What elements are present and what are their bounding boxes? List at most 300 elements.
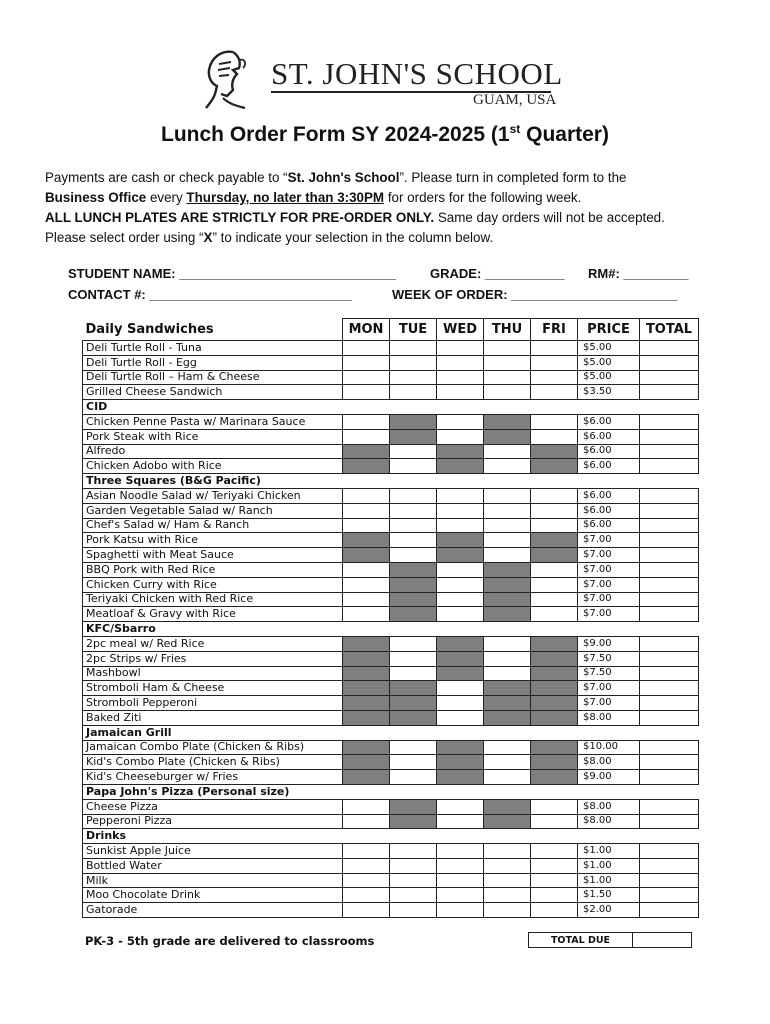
select-mon-cell[interactable]: [343, 873, 390, 888]
select-mon-cell[interactable]: [343, 355, 390, 370]
item-total-cell[interactable]: [640, 592, 699, 607]
menu-item-price: $6.00: [578, 444, 640, 459]
unavailable-mon-cell: [343, 444, 390, 459]
contact-field[interactable]: CONTACT #: ____________________________: [68, 287, 352, 302]
menu-item-name: Gatorade: [83, 903, 343, 918]
item-total-cell[interactable]: [640, 562, 699, 577]
select-tue-cell[interactable]: [390, 341, 437, 356]
select-fri-cell[interactable]: [531, 858, 578, 873]
select-tue-cell[interactable]: [390, 903, 437, 918]
unavailable-thu-cell: [484, 414, 531, 429]
table-row: [83, 562, 699, 577]
unavailable-tue-cell: [390, 562, 437, 577]
unavailable-wed-cell: [437, 666, 484, 681]
select-tue-cell[interactable]: [390, 385, 437, 400]
select-thu-cell[interactable]: [484, 518, 531, 533]
menu-item-name: Meatloaf & Gravy with Rice: [83, 607, 343, 622]
unavailable-mon-cell: [343, 681, 390, 696]
select-fri-cell[interactable]: [531, 888, 578, 903]
select-wed-cell[interactable]: [437, 858, 484, 873]
menu-item-price: $7.50: [578, 651, 640, 666]
delivery-note: PK-3 - 5th grade are delivered to classrooms: [85, 934, 375, 948]
select-tue-cell[interactable]: [390, 355, 437, 370]
item-total-cell[interactable]: [640, 755, 699, 770]
table-row: [83, 651, 699, 666]
select-mon-cell[interactable]: [343, 903, 390, 918]
menu-item-name: Jamaican Combo Plate (Chicken & Ribs): [83, 740, 343, 755]
item-total-cell[interactable]: [640, 799, 699, 814]
order-table-body: [83, 341, 699, 918]
select-thu-cell[interactable]: [484, 341, 531, 356]
select-wed-cell[interactable]: [437, 355, 484, 370]
select-fri-cell[interactable]: [531, 814, 578, 829]
select-wed-cell[interactable]: [437, 903, 484, 918]
instructions: [45, 168, 735, 248]
menu-item-price: $2.00: [578, 903, 640, 918]
school-logo: [203, 46, 563, 114]
table-row: [83, 414, 699, 429]
select-mon-cell[interactable]: [343, 518, 390, 533]
select-thu-cell[interactable]: [484, 385, 531, 400]
select-mon-cell[interactable]: [343, 429, 390, 444]
select-mon-cell[interactable]: [343, 592, 390, 607]
x-mark-text: X: [203, 230, 213, 245]
select-thu-cell[interactable]: [484, 636, 531, 651]
table-row: [83, 770, 699, 785]
category-label: Jamaican Grill: [83, 725, 699, 740]
menu-item-price: $7.00: [578, 533, 640, 548]
instructions-line-2: [45, 188, 735, 208]
menu-item-price: $9.00: [578, 636, 640, 651]
select-wed-cell[interactable]: [437, 710, 484, 725]
unavailable-mon-cell: [343, 710, 390, 725]
week-of-order-field[interactable]: WEEK OF ORDER: _______________________: [392, 287, 678, 302]
menu-item-price: $6.00: [578, 459, 640, 474]
table-row: [83, 740, 699, 755]
text-run: Payments are cash or check payable to “: [45, 170, 288, 185]
select-mon-cell[interactable]: [343, 844, 390, 859]
item-total-cell[interactable]: [640, 740, 699, 755]
unavailable-wed-cell: [437, 548, 484, 563]
category-label: Papa John's Pizza (Personal size): [83, 784, 699, 799]
school-name: ST. JOHN'S SCHOOL: [271, 56, 563, 91]
deadline-text: Thursday, no later than 3:30PM: [186, 190, 385, 205]
select-wed-cell[interactable]: [437, 844, 484, 859]
select-thu-cell[interactable]: [484, 844, 531, 859]
item-total-cell[interactable]: [640, 444, 699, 459]
select-tue-cell[interactable]: [390, 636, 437, 651]
item-total-cell[interactable]: [640, 607, 699, 622]
table-row: [83, 696, 699, 711]
select-wed-cell[interactable]: [437, 429, 484, 444]
unavailable-fri-cell: [531, 755, 578, 770]
unavailable-thu-cell: [484, 814, 531, 829]
select-thu-cell[interactable]: [484, 355, 531, 370]
select-fri-cell[interactable]: [531, 799, 578, 814]
header-thu: THU: [484, 319, 531, 341]
select-thu-cell[interactable]: [484, 770, 531, 785]
select-wed-cell[interactable]: [437, 592, 484, 607]
item-total-cell[interactable]: [640, 429, 699, 444]
select-fri-cell[interactable]: [531, 518, 578, 533]
select-thu-cell[interactable]: [484, 503, 531, 518]
unavailable-wed-cell: [437, 459, 484, 474]
menu-item-price: $7.00: [578, 562, 640, 577]
select-fri-cell[interactable]: [531, 873, 578, 888]
unavailable-thu-cell: [484, 592, 531, 607]
menu-item-price: $5.00: [578, 355, 640, 370]
select-tue-cell[interactable]: [390, 503, 437, 518]
unavailable-fri-cell: [531, 666, 578, 681]
select-wed-cell[interactable]: [437, 577, 484, 592]
item-total-cell[interactable]: [640, 666, 699, 681]
menu-item-price: $6.00: [578, 488, 640, 503]
select-tue-cell[interactable]: [390, 518, 437, 533]
unavailable-mon-cell: [343, 740, 390, 755]
unavailable-fri-cell: [531, 533, 578, 548]
item-total-cell[interactable]: [640, 814, 699, 829]
menu-item-price: $8.00: [578, 814, 640, 829]
table-row: [83, 355, 699, 370]
unavailable-tue-cell: [390, 607, 437, 622]
select-thu-cell[interactable]: [484, 459, 531, 474]
menu-item-name: Deli Turtle Roll - Tuna: [83, 341, 343, 356]
select-mon-cell[interactable]: [343, 577, 390, 592]
select-wed-cell[interactable]: [437, 873, 484, 888]
select-thu-cell[interactable]: [484, 903, 531, 918]
menu-item-price: $9.00: [578, 770, 640, 785]
select-mon-cell[interactable]: [343, 385, 390, 400]
header-tue: TUE: [390, 319, 437, 341]
select-tue-cell[interactable]: [390, 488, 437, 503]
unavailable-thu-cell: [484, 577, 531, 592]
select-wed-cell[interactable]: [437, 370, 484, 385]
menu-item-price: $8.00: [578, 710, 640, 725]
menu-item-price: $1.00: [578, 873, 640, 888]
item-total-cell[interactable]: [640, 696, 699, 711]
select-tue-cell[interactable]: [390, 651, 437, 666]
unavailable-mon-cell: [343, 636, 390, 651]
select-fri-cell[interactable]: [531, 341, 578, 356]
select-wed-cell[interactable]: [437, 385, 484, 400]
select-fri-cell[interactable]: [531, 903, 578, 918]
menu-item-name: Milk: [83, 873, 343, 888]
unavailable-wed-cell: [437, 651, 484, 666]
unavailable-mon-cell: [343, 651, 390, 666]
item-total-cell[interactable]: [640, 903, 699, 918]
select-fri-cell[interactable]: [531, 607, 578, 622]
select-mon-cell[interactable]: [343, 888, 390, 903]
item-total-cell[interactable]: [640, 710, 699, 725]
select-thu-cell[interactable]: [484, 858, 531, 873]
select-wed-cell[interactable]: [437, 503, 484, 518]
select-mon-cell[interactable]: [343, 814, 390, 829]
unavailable-mon-cell: [343, 755, 390, 770]
total-due-input[interactable]: [633, 933, 692, 948]
select-fri-cell[interactable]: [531, 503, 578, 518]
menu-item-name: Sunkist Apple Juice: [83, 844, 343, 859]
select-thu-cell[interactable]: [484, 666, 531, 681]
select-mon-cell[interactable]: [343, 562, 390, 577]
menu-item-price: $8.00: [578, 755, 640, 770]
header-daily-sandwiches: Daily Sandwiches: [85, 321, 214, 337]
item-total-cell[interactable]: [640, 681, 699, 696]
menu-item-price: $7.00: [578, 592, 640, 607]
select-thu-cell[interactable]: [484, 533, 531, 548]
select-thu-cell[interactable]: [484, 444, 531, 459]
select-mon-cell[interactable]: [343, 414, 390, 429]
unavailable-tue-cell: [390, 414, 437, 429]
item-total-cell[interactable]: [640, 518, 699, 533]
unavailable-thu-cell: [484, 562, 531, 577]
menu-item-price: $1.00: [578, 858, 640, 873]
text-run: every: [146, 190, 187, 205]
select-wed-cell[interactable]: [437, 341, 484, 356]
header-mon: MON: [343, 319, 390, 341]
table-row: [83, 710, 699, 725]
select-wed-cell[interactable]: [437, 488, 484, 503]
select-wed-cell[interactable]: [437, 814, 484, 829]
item-total-cell[interactable]: [640, 636, 699, 651]
select-wed-cell[interactable]: [437, 518, 484, 533]
select-thu-cell[interactable]: [484, 488, 531, 503]
menu-item-price: $7.00: [578, 696, 640, 711]
select-thu-cell[interactable]: [484, 755, 531, 770]
item-total-cell[interactable]: [640, 385, 699, 400]
total-due-label: TOTAL DUE: [529, 933, 633, 948]
menu-item-price: $3.50: [578, 385, 640, 400]
menu-item-name: Pepperoni Pizza: [83, 814, 343, 829]
select-fri-cell[interactable]: [531, 429, 578, 444]
unavailable-fri-cell: [531, 696, 578, 711]
category-row: [83, 784, 699, 799]
header-wed: WED: [437, 319, 484, 341]
table-row: [83, 385, 699, 400]
unavailable-thu-cell: [484, 696, 531, 711]
table-row: [83, 592, 699, 607]
menu-item-name: Grilled Cheese Sandwich: [83, 385, 343, 400]
student-name-field[interactable]: STUDENT NAME: ______________________________: [68, 266, 397, 281]
table-row: [83, 636, 699, 651]
category-label: CID: [83, 400, 699, 415]
header-price: PRICE: [578, 319, 640, 341]
item-total-cell[interactable]: [640, 459, 699, 474]
item-total-cell[interactable]: [640, 488, 699, 503]
item-total-cell[interactable]: [640, 651, 699, 666]
menu-item-name: Deli Turtle Roll - Egg: [83, 355, 343, 370]
menu-item-price: $10.00: [578, 740, 640, 755]
unavailable-thu-cell: [484, 429, 531, 444]
table-row: [83, 341, 699, 356]
category-row: [83, 725, 699, 740]
item-total-cell[interactable]: [640, 888, 699, 903]
unavailable-wed-cell: [437, 533, 484, 548]
select-fri-cell[interactable]: [531, 562, 578, 577]
select-wed-cell[interactable]: [437, 696, 484, 711]
item-total-cell[interactable]: [640, 844, 699, 859]
menu-item-name: Stromboli Ham & Cheese: [83, 681, 343, 696]
select-mon-cell[interactable]: [343, 370, 390, 385]
order-table: [82, 318, 699, 918]
item-total-cell[interactable]: [640, 503, 699, 518]
select-tue-cell[interactable]: [390, 548, 437, 563]
select-tue-cell[interactable]: [390, 873, 437, 888]
unavailable-tue-cell: [390, 577, 437, 592]
menu-item-price: $8.00: [578, 799, 640, 814]
select-thu-cell[interactable]: [484, 651, 531, 666]
select-fri-cell[interactable]: [531, 844, 578, 859]
select-wed-cell[interactable]: [437, 562, 484, 577]
menu-item-name: BBQ Pork with Red Rice: [83, 562, 343, 577]
select-tue-cell[interactable]: [390, 533, 437, 548]
select-mon-cell[interactable]: [343, 858, 390, 873]
menu-item-name: Spaghetti with Meat Sauce: [83, 548, 343, 563]
item-total-cell[interactable]: [640, 548, 699, 563]
table-row: [83, 503, 699, 518]
preorder-warning: ALL LUNCH PLATES ARE STRICTLY FOR PRE-ORDER ONLY.: [45, 210, 435, 225]
table-row: [83, 873, 699, 888]
menu-item-name: Asian Noodle Salad w/ Teriyaki Chicken: [83, 488, 343, 503]
select-fri-cell[interactable]: [531, 370, 578, 385]
text-run: ”. Please turn in completed form to the: [399, 170, 627, 185]
menu-item-name: Deli Turtle Roll – Ham & Cheese: [83, 370, 343, 385]
instructions-line-4: [45, 228, 735, 248]
select-tue-cell[interactable]: [390, 444, 437, 459]
menu-item-price: $5.00: [578, 341, 640, 356]
select-fri-cell[interactable]: [531, 577, 578, 592]
menu-item-name: Moo Chocolate Drink: [83, 888, 343, 903]
item-total-cell[interactable]: [640, 533, 699, 548]
category-row: [83, 829, 699, 844]
unavailable-mon-cell: [343, 459, 390, 474]
select-thu-cell[interactable]: [484, 873, 531, 888]
menu-item-price: $7.00: [578, 681, 640, 696]
unavailable-fri-cell: [531, 740, 578, 755]
unavailable-tue-cell: [390, 681, 437, 696]
school-name-inline: St. John's School: [287, 170, 400, 185]
room-field[interactable]: RM#: _________: [588, 266, 689, 281]
select-mon-cell[interactable]: [343, 503, 390, 518]
select-fri-cell[interactable]: [531, 385, 578, 400]
unavailable-tue-cell: [390, 814, 437, 829]
select-tue-cell[interactable]: [390, 770, 437, 785]
select-tue-cell[interactable]: [390, 888, 437, 903]
select-fri-cell[interactable]: [531, 414, 578, 429]
table-row: [83, 888, 699, 903]
table-row: [83, 607, 699, 622]
select-fri-cell[interactable]: [531, 488, 578, 503]
grade-field[interactable]: GRADE: ___________: [430, 266, 565, 281]
unavailable-tue-cell: [390, 592, 437, 607]
student-info-fields: [68, 263, 708, 305]
select-wed-cell[interactable]: [437, 607, 484, 622]
select-tue-cell[interactable]: [390, 858, 437, 873]
select-mon-cell[interactable]: [343, 799, 390, 814]
header-fri: FRI: [531, 319, 578, 341]
unavailable-wed-cell: [437, 444, 484, 459]
unavailable-mon-cell: [343, 666, 390, 681]
select-tue-cell[interactable]: [390, 844, 437, 859]
table-row: [83, 459, 699, 474]
table-row: [83, 755, 699, 770]
item-total-cell[interactable]: [640, 414, 699, 429]
item-total-cell[interactable]: [640, 341, 699, 356]
select-thu-cell[interactable]: [484, 740, 531, 755]
item-total-cell[interactable]: [640, 858, 699, 873]
menu-item-name: 2pc meal w/ Red Rice: [83, 636, 343, 651]
text-run: ” to indicate your selection in the column below.: [212, 230, 494, 245]
menu-item-price: $7.50: [578, 666, 640, 681]
text-run: Same day orders will not be accepted.: [434, 210, 665, 225]
menu-item-price: $6.00: [578, 518, 640, 533]
unavailable-fri-cell: [531, 459, 578, 474]
category-label: Three Squares (B&G Pacific): [83, 474, 699, 489]
menu-item-price: $1.00: [578, 844, 640, 859]
select-fri-cell[interactable]: [531, 355, 578, 370]
select-wed-cell[interactable]: [437, 799, 484, 814]
select-tue-cell[interactable]: [390, 666, 437, 681]
select-mon-cell[interactable]: [343, 607, 390, 622]
menu-item-name: Pork Katsu with Rice: [83, 533, 343, 548]
item-total-cell[interactable]: [640, 370, 699, 385]
select-mon-cell[interactable]: [343, 488, 390, 503]
menu-item-name: Bottled Water: [83, 858, 343, 873]
menu-item-price: $5.00: [578, 370, 640, 385]
select-thu-cell[interactable]: [484, 370, 531, 385]
select-wed-cell[interactable]: [437, 681, 484, 696]
unavailable-thu-cell: [484, 607, 531, 622]
table-header-row: [83, 319, 699, 341]
unavailable-wed-cell: [437, 755, 484, 770]
page-title: [0, 122, 770, 147]
select-fri-cell[interactable]: [531, 592, 578, 607]
unavailable-thu-cell: [484, 799, 531, 814]
select-mon-cell[interactable]: [343, 341, 390, 356]
unavailable-tue-cell: [390, 799, 437, 814]
item-total-cell[interactable]: [640, 577, 699, 592]
category-row: [83, 622, 699, 637]
select-wed-cell[interactable]: [437, 888, 484, 903]
select-thu-cell[interactable]: [484, 888, 531, 903]
instructions-line-1: [45, 168, 735, 188]
unavailable-wed-cell: [437, 636, 484, 651]
select-thu-cell[interactable]: [484, 548, 531, 563]
text-run: for orders for the following week.: [384, 190, 582, 205]
menu-item-name: Chicken Curry with Rice: [83, 577, 343, 592]
select-wed-cell[interactable]: [437, 414, 484, 429]
select-tue-cell[interactable]: [390, 459, 437, 474]
table-row: [83, 518, 699, 533]
table-row: [83, 444, 699, 459]
select-tue-cell[interactable]: [390, 370, 437, 385]
item-total-cell[interactable]: [640, 770, 699, 785]
menu-item-price: $6.00: [578, 414, 640, 429]
select-tue-cell[interactable]: [390, 740, 437, 755]
menu-item-price: $7.00: [578, 577, 640, 592]
table-row: [83, 370, 699, 385]
menu-item-name: Stromboli Pepperoni: [83, 696, 343, 711]
unavailable-fri-cell: [531, 444, 578, 459]
table-row: [83, 799, 699, 814]
category-label: KFC/Sbarro: [83, 622, 699, 637]
unavailable-mon-cell: [343, 548, 390, 563]
item-total-cell[interactable]: [640, 873, 699, 888]
item-total-cell[interactable]: [640, 355, 699, 370]
menu-item-price: $6.00: [578, 503, 640, 518]
select-tue-cell[interactable]: [390, 755, 437, 770]
unavailable-fri-cell: [531, 636, 578, 651]
menu-item-name: Kid's Combo Plate (Chicken & Ribs): [83, 755, 343, 770]
